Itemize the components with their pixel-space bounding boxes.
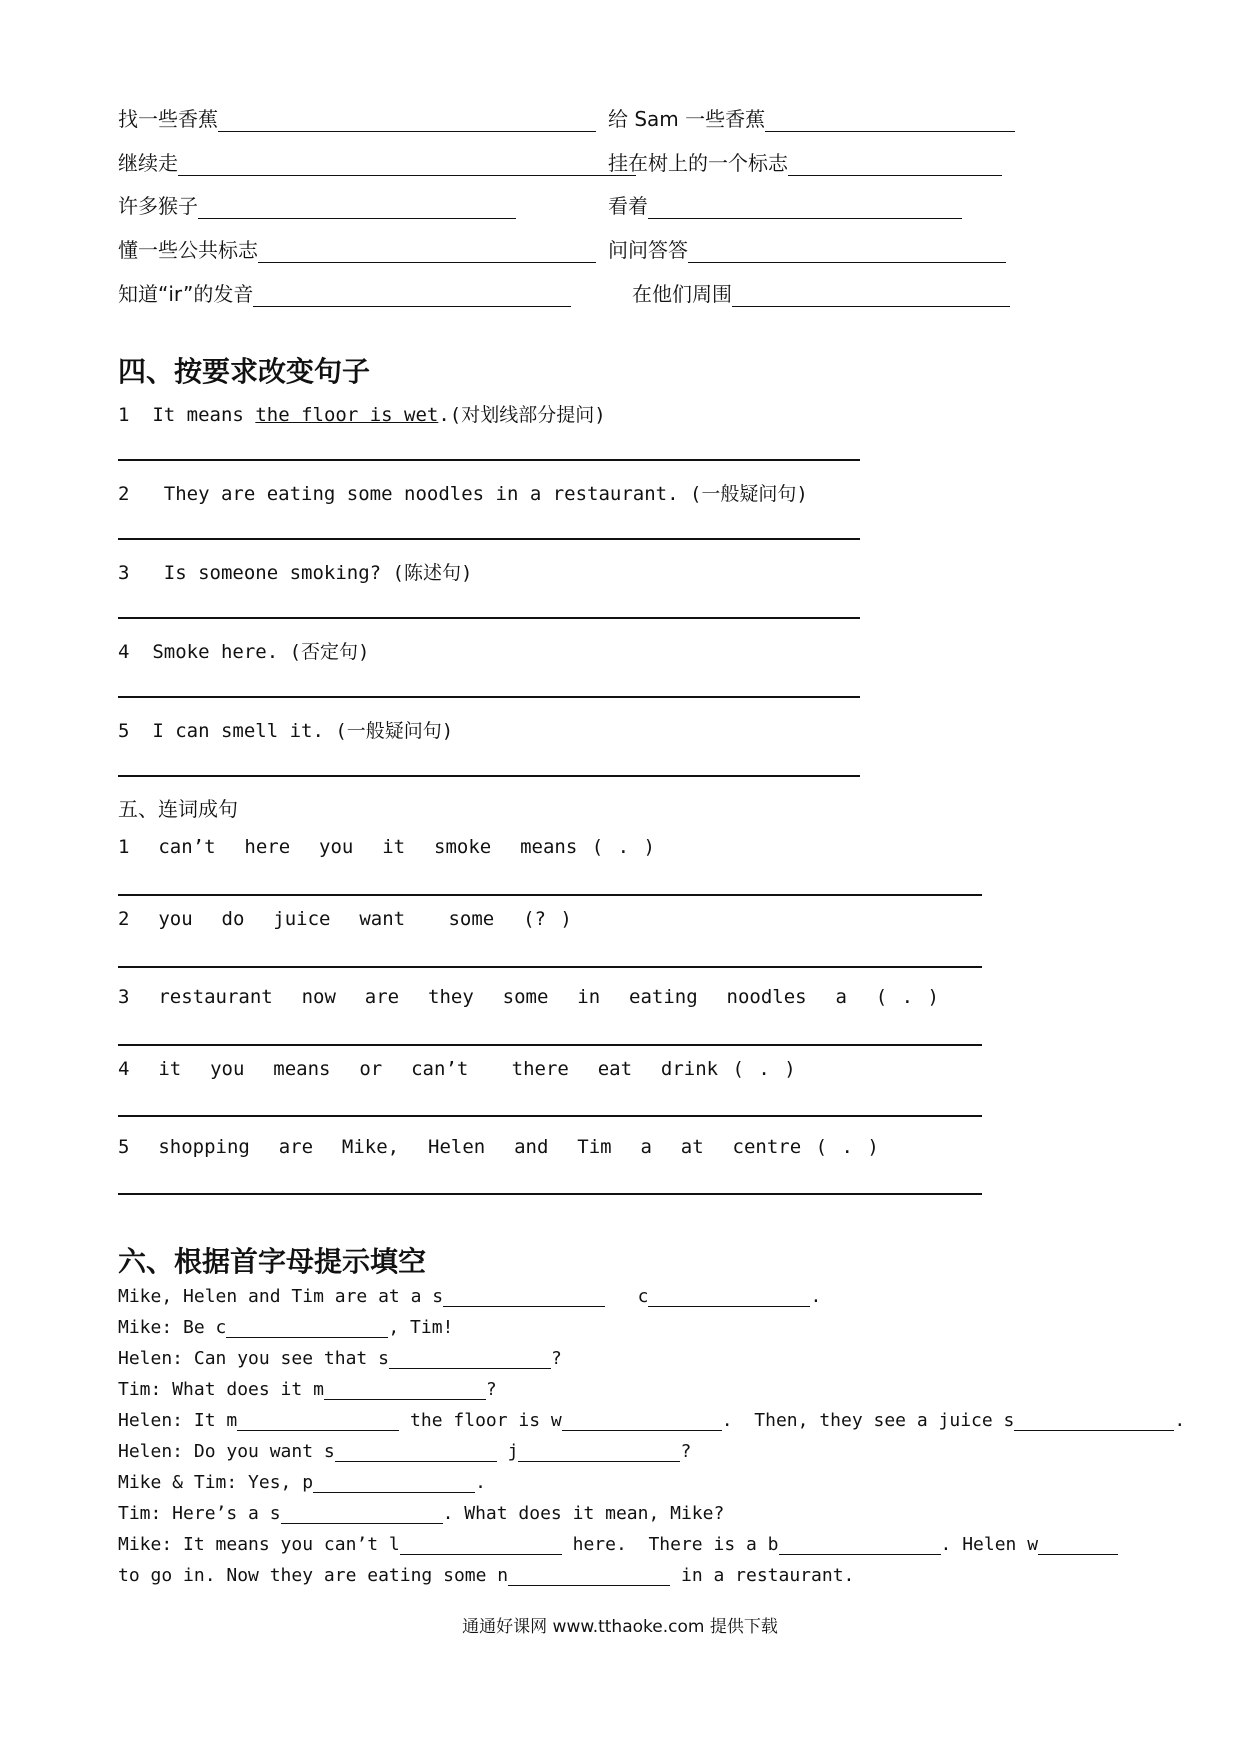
question-4-4: [118, 637, 370, 664]
answer-line[interactable]: [118, 775, 860, 777]
answer-blank[interactable]: [648, 196, 962, 219]
fill-text: Helen: Do you want s: [118, 1441, 335, 1462]
vocab-label: 懂一些公共标志: [118, 238, 258, 262]
answer-blank[interactable]: [198, 196, 516, 219]
question-4-3: [118, 558, 472, 585]
answer-line[interactable]: [118, 894, 982, 896]
question-4-1: [118, 400, 606, 427]
answer-line[interactable]: [118, 459, 860, 461]
fill-blank[interactable]: [237, 1410, 399, 1431]
fill-text: Mike: It means you can’t l: [118, 1534, 400, 1555]
fill-text: , Tim!: [388, 1317, 454, 1338]
fill-text: ?: [550, 1348, 562, 1369]
question-4-5: [118, 716, 453, 743]
question-text: it you means or can’t there eat drink ( . ): [158, 1058, 796, 1080]
vocab-label: 看着: [608, 194, 648, 218]
fill-text: Tim: What does it m: [118, 1379, 324, 1400]
question-5-2: [118, 908, 572, 930]
fill-text: Helen: Can you see that s: [118, 1348, 389, 1369]
question-text: restaurant now are they some in eating noodles a ( . ): [158, 986, 939, 1008]
answer-line[interactable]: [118, 966, 982, 968]
section-5-title: 五、连词成句: [118, 797, 238, 821]
vocab-item: [608, 190, 962, 219]
vocab-item: [118, 103, 596, 132]
fill-line-7: [118, 1472, 486, 1493]
fill-text: ?: [485, 1379, 497, 1400]
answer-line[interactable]: [118, 1193, 982, 1195]
question-number: 5: [118, 1136, 130, 1158]
question-text: you do juice want some (? ): [158, 908, 572, 930]
answer-line[interactable]: [118, 1115, 982, 1117]
fill-blank[interactable]: [508, 1565, 670, 1586]
vocab-label: 知道“ir”的发音: [118, 282, 254, 306]
fill-text: . What does it mean, Mike?: [442, 1503, 725, 1524]
fill-text: . Then, they see a juice s: [721, 1410, 1015, 1431]
fill-text: .: [810, 1286, 822, 1307]
question-number: 4: [118, 641, 130, 663]
question-text: I can smell it. (一般疑问句): [152, 720, 454, 742]
fill-line-5: [118, 1410, 1185, 1431]
fill-blank[interactable]: [779, 1534, 941, 1555]
question-text: It means: [152, 404, 244, 426]
answer-line[interactable]: [118, 538, 860, 540]
answer-blank[interactable]: [732, 284, 1010, 307]
fill-text: . Helen w: [940, 1534, 1039, 1555]
fill-blank[interactable]: [518, 1441, 680, 1462]
section-6-title: 六、根据首字母提示填空: [118, 1245, 427, 1278]
fill-text: Mike, Helen and Tim are at a s: [118, 1286, 444, 1307]
question-text: They are eating some noodles in a restaurant. (一般疑问句): [163, 483, 808, 505]
fill-blank[interactable]: [324, 1379, 486, 1400]
answer-blank[interactable]: [258, 240, 596, 263]
fill-blank[interactable]: [648, 1286, 810, 1307]
underlined-phrase: the floor is wet: [255, 404, 439, 426]
question-instruction: .(对划线部分提问): [438, 404, 606, 426]
answer-blank[interactable]: [788, 153, 1002, 176]
vocab-label: 问问答答: [608, 238, 688, 262]
answer-blank[interactable]: [688, 240, 1006, 263]
answer-blank[interactable]: [253, 284, 571, 307]
vocab-item: [118, 147, 636, 176]
vocab-item: [608, 147, 1002, 176]
fill-line-9: [118, 1534, 1118, 1555]
vocab-label: 在他们周围: [632, 282, 732, 306]
question-number: 2: [118, 483, 130, 505]
fill-text: ?: [680, 1441, 692, 1462]
fill-blank[interactable]: [313, 1472, 475, 1493]
fill-blank[interactable]: [226, 1317, 388, 1338]
vocab-label: 找一些香蕉: [118, 107, 218, 131]
vocab-item: [632, 278, 1010, 307]
fill-blank[interactable]: [562, 1410, 722, 1431]
question-number: 3: [118, 986, 130, 1008]
fill-text: here. There is a b: [561, 1534, 779, 1555]
vocab-item: [118, 234, 596, 263]
fill-text: .: [475, 1472, 486, 1493]
question-5-1: [118, 836, 655, 858]
question-number: 2: [118, 908, 130, 930]
vocab-label: 挂在树上的一个标志: [608, 151, 788, 175]
fill-text: c: [637, 1286, 649, 1307]
answer-blank[interactable]: [765, 109, 1015, 132]
question-number: 4: [118, 1058, 130, 1080]
fill-text: Mike: Be c: [118, 1317, 227, 1338]
fill-line-1: [118, 1286, 821, 1307]
fill-text: Helen: It m: [118, 1410, 238, 1431]
answer-blank[interactable]: [218, 109, 596, 132]
fill-blank[interactable]: [281, 1503, 443, 1524]
fill-text: .: [1174, 1410, 1186, 1431]
fill-blank[interactable]: [400, 1534, 562, 1555]
fill-text: Mike & Tim: Yes, p: [118, 1472, 314, 1493]
fill-text: Tim: Here’s a s: [118, 1503, 281, 1524]
answer-line[interactable]: [118, 617, 860, 619]
fill-line-8: [118, 1503, 724, 1524]
question-5-5: [118, 1136, 879, 1158]
fill-line-10: [118, 1565, 854, 1586]
vocab-item: [608, 234, 1006, 263]
vocab-label: 给 Sam 一些香蕉: [608, 107, 766, 131]
fill-text: to go in. Now they are eating some n: [118, 1565, 509, 1586]
fill-blank[interactable]: [335, 1441, 497, 1462]
vocab-item: [608, 103, 1015, 132]
answer-line[interactable]: [118, 1044, 982, 1046]
fill-text: j: [496, 1441, 519, 1462]
question-number: 5: [118, 720, 130, 742]
answer-blank[interactable]: [178, 153, 636, 176]
question-number: 3: [118, 562, 130, 584]
question-number: 1: [118, 404, 130, 426]
fill-text: the floor is w: [399, 1410, 562, 1431]
question-number: 1: [118, 836, 130, 858]
question-text: Smoke here. (否定句): [152, 641, 370, 663]
fill-line-4: [118, 1379, 497, 1400]
question-text: can’t here you it smoke means ( . ): [158, 836, 655, 858]
fill-line-2: [118, 1317, 453, 1338]
question-5-3: [118, 986, 939, 1008]
vocab-label: 继续走: [118, 151, 178, 175]
vocab-label: 许多猴子: [118, 194, 198, 218]
section-4-title: 四、按要求改变句子: [118, 355, 371, 388]
question-text: Is someone smoking? (陈述句): [163, 562, 473, 584]
fill-text: in a restaurant.: [670, 1565, 855, 1586]
vocab-item: [118, 278, 571, 307]
vocab-item: [118, 190, 516, 219]
fill-line-6: [118, 1441, 691, 1462]
question-5-4: [118, 1058, 796, 1080]
answer-line[interactable]: [118, 696, 860, 698]
fill-line-3: [118, 1348, 562, 1369]
footer-credit: 通通好课网 www.tthaoke.com 提供下载: [462, 1617, 778, 1637]
question-4-2: [118, 479, 808, 506]
question-text: shopping are Mike, Helen and Tim a at centre ( . ): [158, 1136, 879, 1158]
fill-blank[interactable]: [1014, 1410, 1174, 1431]
fill-blank[interactable]: [443, 1286, 605, 1307]
fill-blank[interactable]: [1038, 1534, 1118, 1555]
fill-blank[interactable]: [389, 1348, 551, 1369]
